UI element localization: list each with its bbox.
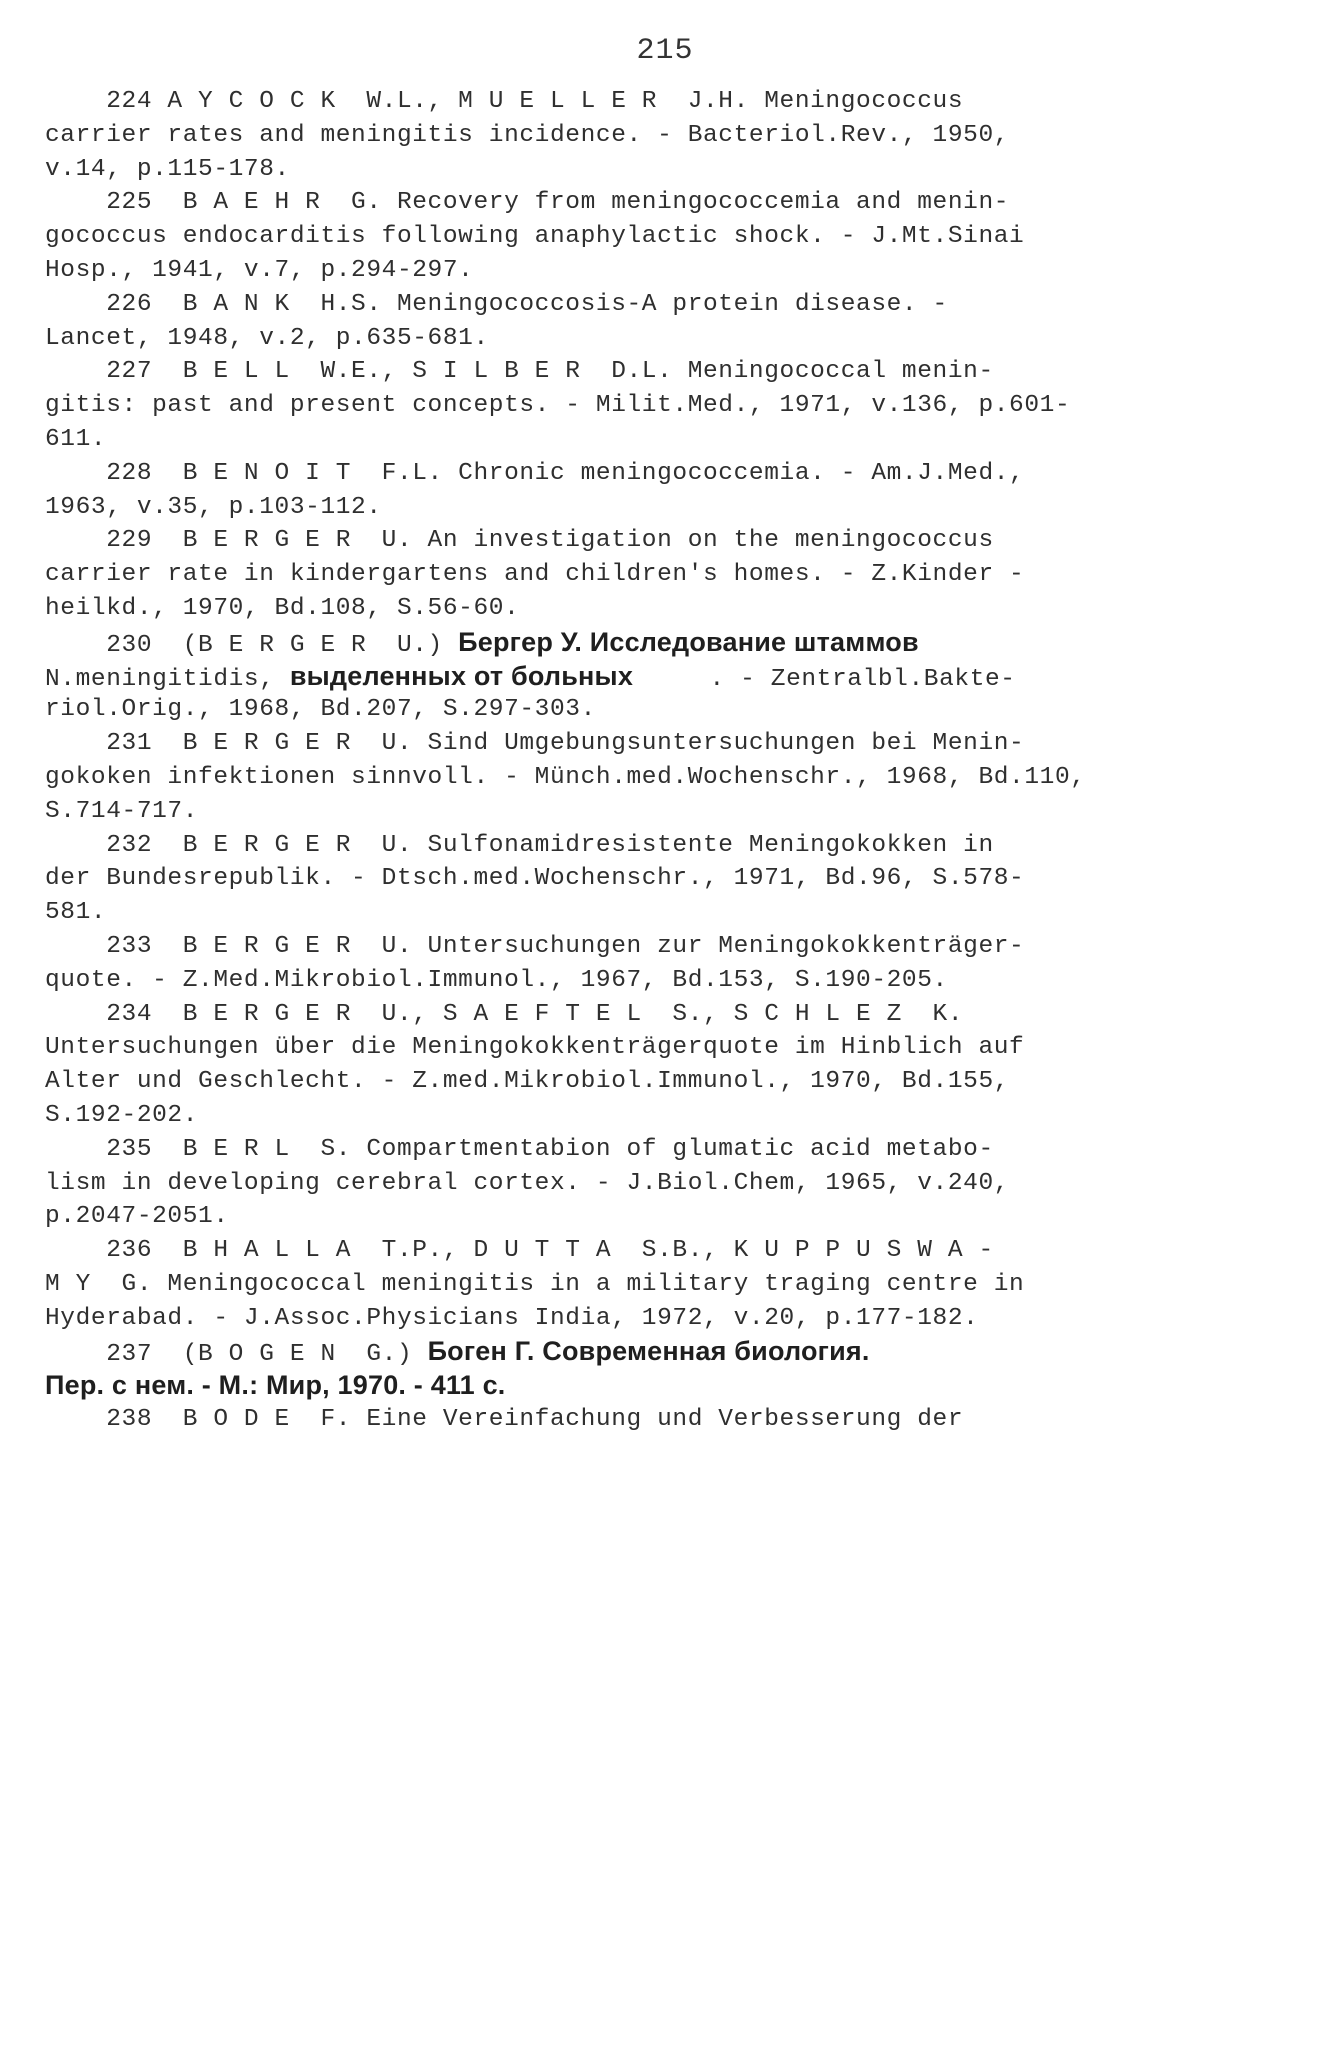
text-line xyxy=(45,998,1275,1032)
text-segment: der Bundesrepublik. - Dtsch.med.Wochenschr., 1971, Bd.96, S.578- xyxy=(45,865,1025,893)
text-line xyxy=(45,220,1275,254)
bold-text-segment: Бергер У. Исследование штаммов xyxy=(458,626,919,657)
text-line xyxy=(45,119,1275,153)
text-segment: 611. xyxy=(45,425,107,453)
text-segment: 238 B O D E F. Eine Vereinfachung und Verbesserung der xyxy=(45,1406,964,1434)
bold-text-segment: выделенных от больных xyxy=(289,660,634,691)
text-line xyxy=(45,389,1275,423)
text-line xyxy=(45,930,1275,964)
text-segment: lism in developing cerebral cortex. - J.Biol.Chem, 1965, v.240, xyxy=(45,1169,1010,1197)
text-line xyxy=(45,693,1275,727)
text-line xyxy=(45,85,1275,119)
text-segment: 226 B A N K H.S. Meningococcosis-A protein disease. - xyxy=(45,290,948,318)
text-line xyxy=(45,592,1275,626)
text-segment: Hyderabad. - J.Assoc.Physicians India, 1972, v.20, p.177-182. xyxy=(45,1304,979,1332)
text-line xyxy=(45,1099,1275,1133)
text-line xyxy=(45,1268,1275,1302)
text-line xyxy=(45,626,1275,660)
text-segment: Untersuchungen über die Meningokokkenträgerquote im Hinblich auf xyxy=(45,1034,1025,1062)
text-segment: 236 B H A L L A T.P., D U T T A S.B., K U P P U S W A - xyxy=(45,1237,994,1265)
text-line xyxy=(45,1031,1275,1065)
text-line xyxy=(45,795,1275,829)
text-line xyxy=(45,491,1275,525)
text-line xyxy=(45,558,1275,592)
text-line xyxy=(45,1065,1275,1099)
text-segment: 228 B E N O I T F.L. Chronic meningococcemia. - Am.J.Med., xyxy=(45,459,1025,487)
text-line xyxy=(45,1200,1275,1234)
text-line xyxy=(45,186,1275,220)
text-segment: 225 B A E H R G. Recovery from meningococcemia and menin- xyxy=(45,189,1010,217)
text-segment: heilkd., 1970, Bd.108, S.56-60. xyxy=(45,594,520,622)
bold-text-segment: Пер. с нем. - М.: Мир, 1970. - 411 с. xyxy=(45,1370,506,1401)
text-segment: v.14, p.115-178. xyxy=(45,155,290,183)
page-number: 215 xyxy=(636,34,694,68)
text-line xyxy=(45,761,1275,795)
text-line xyxy=(45,1403,1275,1437)
bold-text-segment: Боген Г. Современная биология. xyxy=(427,1336,870,1367)
text-segment: 230 (B E R G E R U.) xyxy=(45,631,459,659)
text-segment: 581. xyxy=(45,899,107,927)
text-segment: 231 B E R G E R U. Sind Umgebungsuntersuchungen bei Menin- xyxy=(45,730,1025,758)
text-segment: gitis: past and present concepts. - Milit.Med., 1971, v.136, p.601- xyxy=(45,392,1071,420)
text-line xyxy=(45,423,1275,457)
text-segment: 234 B E R G E R U., S A E F T E L S., S C H L E Z K. xyxy=(45,1000,964,1028)
text-segment: 233 B E R G E R U. Untersuchungen zur Meningokokkenträger- xyxy=(45,932,1025,960)
text-segment: gococcus endocarditis following anaphylactic shock. - J.Mt.Sinai xyxy=(45,223,1025,251)
text-line xyxy=(45,727,1275,761)
text-line xyxy=(45,1369,1275,1403)
text-segment: S.192-202. xyxy=(45,1101,199,1129)
text-segment: carrier rate in kindergartens and children's homes. - Z.Kinder - xyxy=(45,561,1025,589)
text-segment: 237 (B O G E N G.) xyxy=(45,1341,428,1369)
text-line xyxy=(45,1302,1275,1336)
text-line xyxy=(45,964,1275,998)
text-segment: S.714-717. xyxy=(45,797,199,825)
text-line xyxy=(45,1335,1275,1369)
text-segment: 232 B E R G E R U. Sulfonamidresistente Meningokokken in xyxy=(45,831,994,859)
text-line xyxy=(45,1234,1275,1268)
text-line xyxy=(45,524,1275,558)
text-segment: Alter und Geschlecht. - Z.med.Mikrobiol.Immunol., 1970, Bd.155, xyxy=(45,1068,1010,1096)
bibliography-entries xyxy=(45,85,1275,1437)
text-segment: M Y G. Meningococcal meningitis in a military traging centre in xyxy=(45,1270,1025,1298)
text-segment: gokoken infektionen sinnvoll. - Münch.med.Wochenschr., 1968, Bd.110, xyxy=(45,763,1086,791)
text-segment: 235 B E R L S. Compartmentabion of glumatic acid metabo- xyxy=(45,1135,994,1163)
text-line xyxy=(45,896,1275,930)
text-line xyxy=(45,288,1275,322)
text-line xyxy=(45,1133,1275,1167)
text-segment: carrier rates and meningitis incidence. - Bacteriol.Rev., 1950, xyxy=(45,121,1010,149)
text-segment: 227 B E L L W.E., S I L B E R D.L. Meningococcal menin- xyxy=(45,358,994,386)
text-line xyxy=(45,829,1275,863)
text-line xyxy=(45,457,1275,491)
text-line xyxy=(45,355,1275,389)
text-line xyxy=(45,1167,1275,1201)
text-segment: Lancet, 1948, v.2, p.635-681. xyxy=(45,324,489,352)
text-segment: . - Zentralbl.Bakte- xyxy=(633,665,1016,693)
text-line xyxy=(45,660,1275,694)
text-line xyxy=(45,322,1275,356)
text-segment: p.2047-2051. xyxy=(45,1203,229,1231)
text-segment: N.meningitidis, xyxy=(45,665,290,693)
text-segment: 1963, v.35, p.103-112. xyxy=(45,493,382,521)
text-line xyxy=(45,153,1275,187)
text-segment: quote. - Z.Med.Mikrobiol.Immunol., 1967, Bd.153, S.190-205. xyxy=(45,966,948,994)
text-line xyxy=(45,254,1275,288)
text-segment: riol.Orig., 1968, Bd.207, S.297-303. xyxy=(45,696,596,724)
text-segment: 229 B E R G E R U. An investigation on the meningococcus xyxy=(45,527,994,555)
text-line xyxy=(45,862,1275,896)
text-segment: 224 A Y C O C K W.L., M U E L L E R J.H. Meningococcus xyxy=(45,88,964,115)
text-segment: Hosp., 1941, v.7, p.294-297. xyxy=(45,256,474,284)
